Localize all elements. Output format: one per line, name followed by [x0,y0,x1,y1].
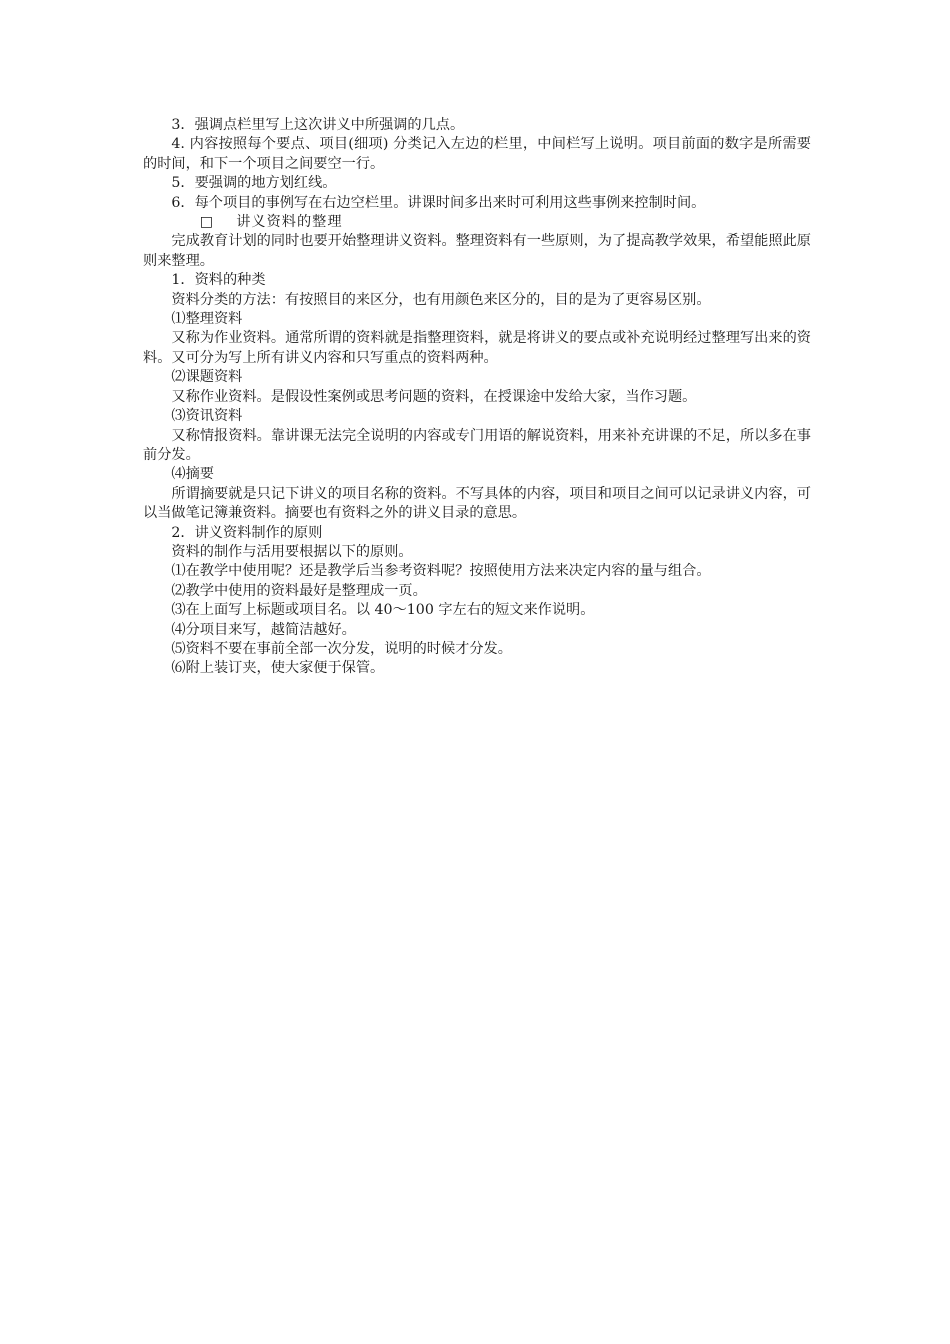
section-heading [143,213,811,232]
intro-paragraph: 完成教育计划的同时也要开始整理讲义资料。整理资料有一些原则，为了提高教学效果，希望能照此原则来整理。 [143,233,811,269]
principle-item-3: ⑶在上面写上标题或项目名。以 40～100 字左右的短文来作说明。 [171,602,595,619]
paragraph-organize-material: 又称为作业资料。通常所谓的资料就是指整理资料，就是将讲义的要点或补充说明经过整理写出来的资料。又可分为写上所有讲义内容和只写重点的资料两种。 [143,330,811,366]
paragraph-principles-intro: 资料的制作与活用要根据以下的原则。 [171,543,413,560]
paragraph-info-material: 又称情报资料。靠讲课无法完全说明的内容或专门用语的解说资料，用来补充讲课的不足，所以多在事前分发。 [143,427,811,463]
subheading-principles: 2．讲义资料制作的原则 [171,524,323,541]
subitem-summary: ⑷摘要 [171,466,214,483]
checkbox-bullet-icon: □ [199,214,215,231]
subitem-topic-material: ⑵课题资料 [171,369,243,386]
paragraph-item-4: 4. 内容按照每个要点、项目(细项) 分类记入左边的栏里，中间栏写上说明。项目前面的数字是所需要的时间，和下一个项目之间要空一行。 [143,136,811,172]
subitem-info-material: ⑶资讯资料 [171,408,243,425]
paragraph-summary: 所谓摘要就是只记下讲义的项目名称的资料。不写具体的内容，项目和项目之间可以记录讲义内容，可以当做笔记簿兼资料。摘要也有资料之外的讲义目录的意思。 [143,485,811,522]
section-title: 讲义资料的整理 [236,214,343,231]
principle-item-5: ⑸资料不要在事前全部一次分发，说明的时候才分发。 [171,640,512,657]
principle-item-2: ⑵教学中使用的资料最好是整理成一页。 [171,582,427,599]
document-page [143,116,811,679]
principle-item-4: ⑷分项目来写，越简洁越好。 [171,621,356,638]
subheading-material-types: 1．资料的种类 [171,272,266,289]
paragraph-classification: 资料分类的方法：有按照目的来区分，也有用颜色来区分的，目的是为了更容易区别。 [171,291,711,308]
principle-item-1: ⑴在教学中使用呢？还是教学后当参考资料呢？按照使用方法来决定内容的量与组合。 [171,563,711,580]
paragraph-item-5: 5．要强调的地方划红线。 [171,175,337,192]
paragraph-topic-material: 又称作业资料。是假设性案例或思考问题的资料，在授课途中发给大家，当作习题。 [171,388,697,405]
subitem-organize-material: ⑴整理资料 [171,311,243,328]
paragraph-item-3: 3．强调点栏里写上这次讲义中所强调的几点。 [171,117,465,133]
principle-item-6: ⑹附上装订夹，使大家便于保管。 [171,660,385,677]
paragraph-item-6: 6．每个项目的事例写在右边空栏里。讲课时间多出来时可利用这些事例来控制时间。 [171,194,706,211]
